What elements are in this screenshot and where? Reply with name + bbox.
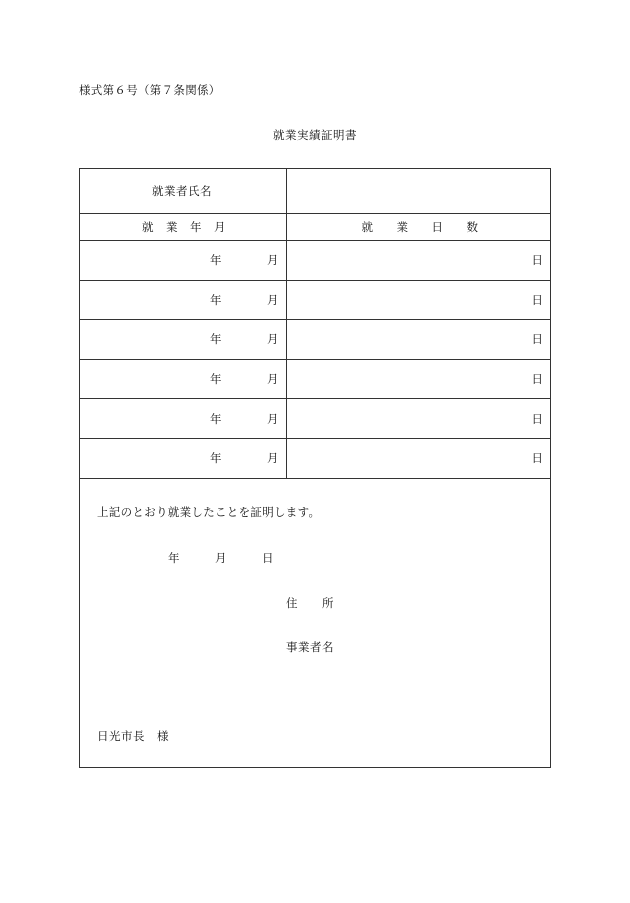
address-label (286, 595, 358, 611)
document-title: 就業実績証明書 (273, 128, 357, 142)
days-field[interactable] (286, 399, 550, 439)
year-unit: 年 (210, 411, 222, 426)
form-number: 様式第６号（第７条関係） (79, 83, 221, 97)
days-field[interactable] (286, 359, 550, 399)
header-char: 日 (431, 220, 443, 234)
year-month-field[interactable] (80, 359, 286, 399)
table-row (80, 438, 550, 478)
month-unit: 月 (267, 253, 279, 268)
month-unit: 月 (267, 332, 279, 347)
worker-name-row (80, 169, 550, 214)
days-field[interactable] (286, 241, 550, 281)
business-name-label: 事業者名 (286, 640, 334, 654)
recipient (97, 728, 169, 744)
header-days-cell (286, 214, 550, 241)
header-char: 業 (396, 220, 408, 234)
day-unit: 日 (531, 253, 543, 268)
worker-name-label: 就業者氏名 (152, 184, 212, 198)
recipient-name: 日光市長 (97, 729, 145, 743)
month-unit: 月 (267, 292, 279, 307)
days-field[interactable] (286, 320, 550, 360)
header-char: 就 (142, 220, 154, 234)
year-month-field[interactable] (80, 399, 286, 439)
month-unit: 月 (267, 451, 279, 466)
certification-date-field[interactable] (168, 550, 309, 566)
day-unit: 日 (531, 372, 543, 387)
days-field[interactable] (286, 280, 550, 320)
month-unit: 月 (267, 372, 279, 387)
address-label-char: 所 (322, 596, 334, 610)
table-row (80, 241, 550, 281)
month-unit: 月 (267, 411, 279, 426)
address-label-char: 住 (286, 596, 298, 610)
header-char: 業 (166, 220, 178, 234)
worker-name-label-cell (80, 169, 286, 214)
year-unit: 年 (210, 253, 222, 268)
table-row (80, 399, 550, 439)
employment-record-table (80, 169, 550, 479)
header-row (80, 214, 550, 241)
year-unit: 年 (210, 332, 222, 347)
days-field[interactable] (286, 438, 550, 478)
header-char: 年 (190, 220, 202, 234)
header-year-month-cell (80, 214, 286, 241)
year-month-field[interactable] (80, 241, 286, 281)
day-unit: 日 (531, 292, 543, 307)
header-year-month (142, 219, 238, 235)
table-row (80, 320, 550, 360)
day-unit: 日 (531, 451, 543, 466)
year-month-field[interactable] (80, 280, 286, 320)
day-unit: 日 (531, 332, 543, 347)
worker-name-field[interactable] (286, 169, 550, 214)
date-month-unit: 月 (215, 551, 227, 565)
year-month-field[interactable] (80, 320, 286, 360)
header-char: 月 (214, 220, 226, 234)
header-char: 数 (466, 220, 478, 234)
date-year-unit: 年 (168, 551, 180, 565)
table-row (80, 359, 550, 399)
year-unit: 年 (210, 372, 222, 387)
certificate-frame (79, 168, 551, 768)
recipient-honorific: 様 (157, 729, 169, 743)
year-unit: 年 (210, 451, 222, 466)
year-month-field[interactable] (80, 438, 286, 478)
day-unit: 日 (531, 411, 543, 426)
certification-statement: 上記のとおり就業したことを証明します。 (97, 505, 321, 519)
header-char: 就 (361, 220, 373, 234)
year-unit: 年 (210, 292, 222, 307)
table-row (80, 280, 550, 320)
date-day-unit: 日 (262, 551, 274, 565)
header-days (362, 219, 502, 235)
